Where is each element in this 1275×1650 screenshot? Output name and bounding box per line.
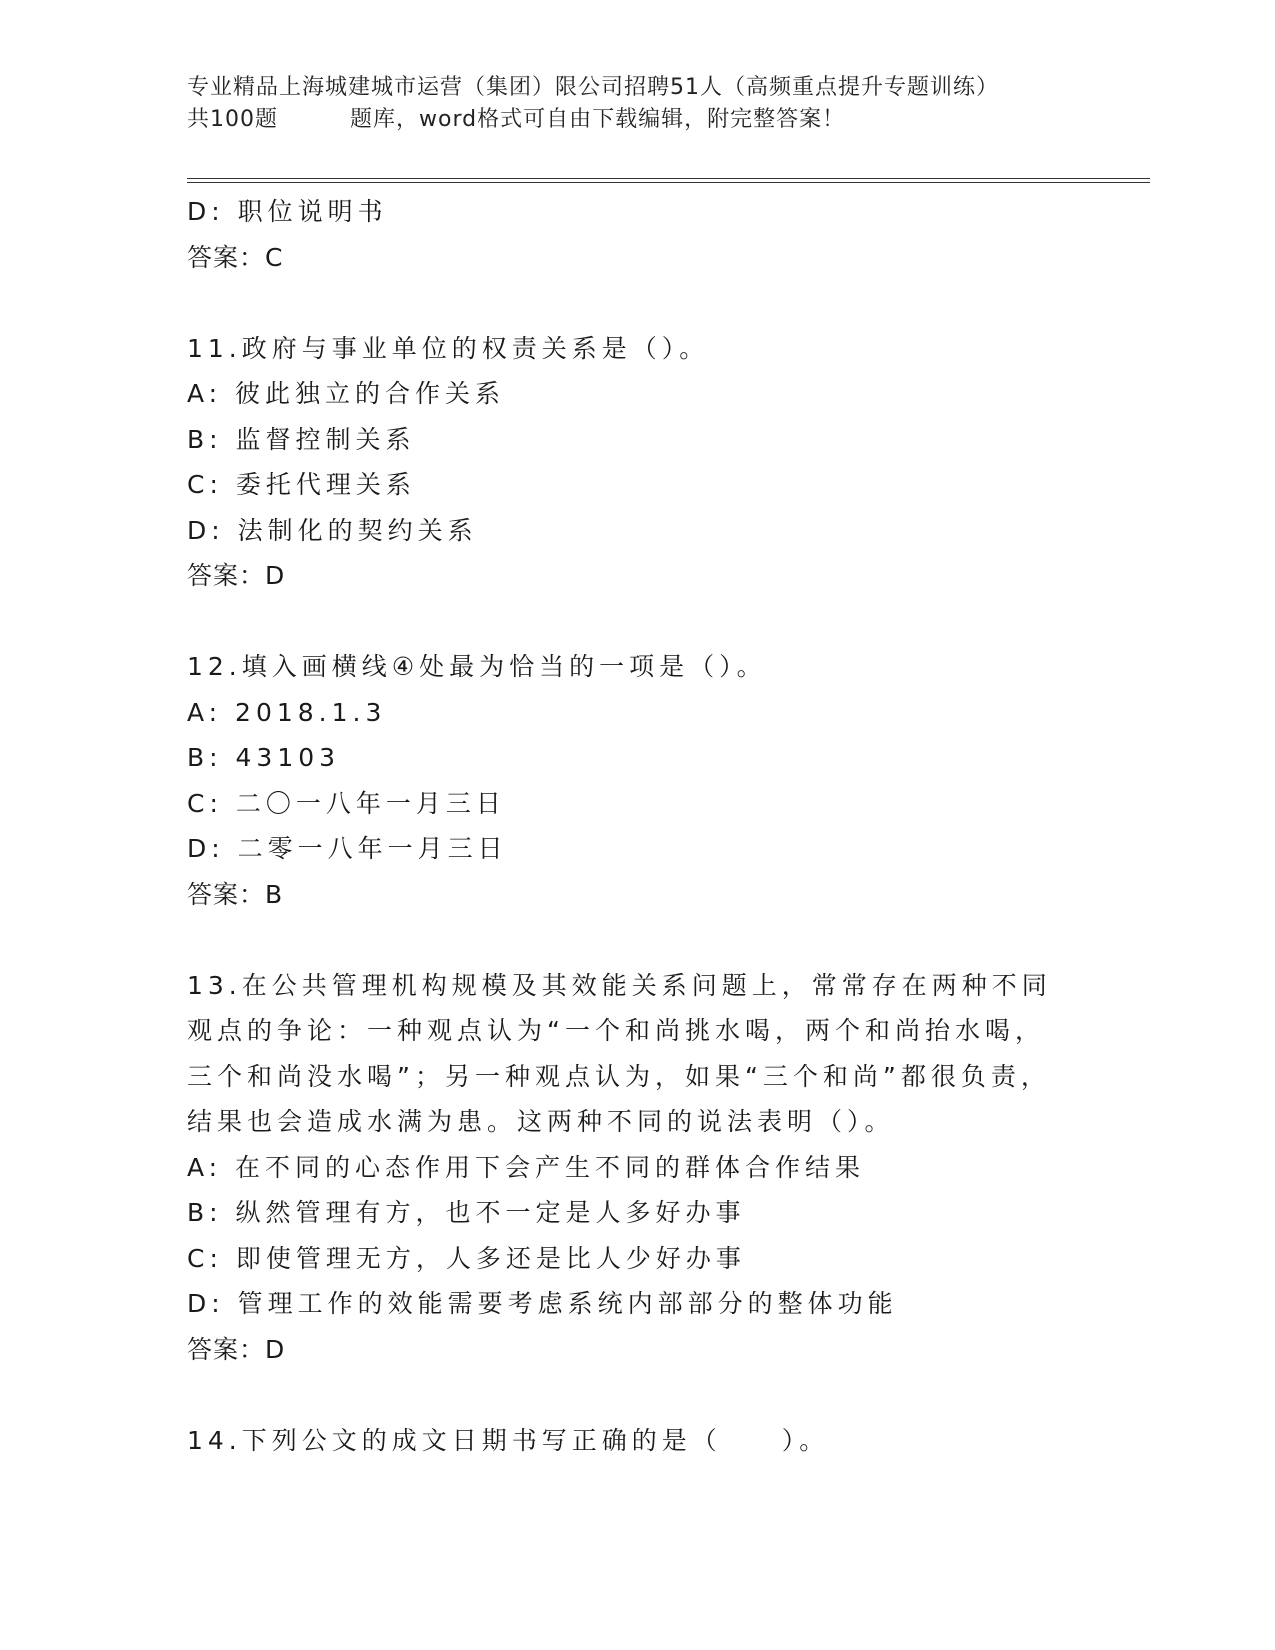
- q12-option-a: A: 2018.1.3: [187, 697, 387, 727]
- q12-option-b: B: 43103: [187, 743, 341, 772]
- prev-option-d: D: 职位说明书: [187, 197, 388, 226]
- header-title-line: 专业精品上海城建城市运营（集团）限公司招聘51人（高频重点提升专题训练）: [187, 75, 999, 100]
- header-divider-bottom: [187, 182, 1150, 183]
- q13-option-a: A: 在不同的心态作用下会产生不同的群体合作结果: [187, 1152, 866, 1182]
- q11-option-c: C: 委托代理关系: [187, 470, 416, 499]
- header-divider-top: [187, 178, 1150, 179]
- q13-question: 13.在公共管理机构规模及其效能关系问题上，常常存在两种不同观点的争论：一种观点认为“一个和尚挑水喝，两个和尚抬水喝，三个和尚没水喝”；另一种观点认为，如果“三个和尚”都很负责，结果也会造成水满为患。这两种不同的说法表明（）。: [187, 970, 1052, 1136]
- q11-question: 11.政府与事业单位的权责关系是（）。: [187, 333, 710, 363]
- q13-answer: 答案：D: [187, 1334, 286, 1364]
- q14-question: 14.下列公文的成文日期书写正确的是（ ）。: [187, 1425, 830, 1455]
- q13-option-d: D: 管理工作的效能需要考虑系统内部部分的整体功能: [187, 1289, 898, 1318]
- page-header: [187, 72, 1067, 136]
- q11-option-a: A: 彼此独立的合作关系: [187, 379, 506, 408]
- header-description: 题库，word格式可自由下载编辑，附完整答案！: [350, 107, 846, 132]
- q11-option-d: D: 法制化的契约关系: [187, 515, 478, 545]
- header-subtitle-line: [187, 104, 1067, 136]
- question-list: [187, 189, 1087, 1463]
- q12-option-d: D: 二零一八年一月三日: [187, 834, 508, 863]
- q12-answer: 答案：B: [187, 879, 284, 909]
- q11-option-b: B: 监督控制关系: [187, 424, 416, 454]
- q13-option-c: C: 即使管理无方，人多还是比人少好办事: [187, 1243, 746, 1273]
- q12-question: 12.填入画横线④处最为恰当的一项是（）。: [187, 652, 767, 681]
- q11-answer: 答案：D: [187, 561, 286, 590]
- header-question-count: 共100题: [187, 107, 278, 132]
- q13-option-b: B: 纵然管理有方，也不一定是人多好办事: [187, 1198, 746, 1227]
- q12-option-c: C: 二〇一八年一月三日: [187, 788, 506, 818]
- prev-answer: 答案：C: [187, 242, 284, 272]
